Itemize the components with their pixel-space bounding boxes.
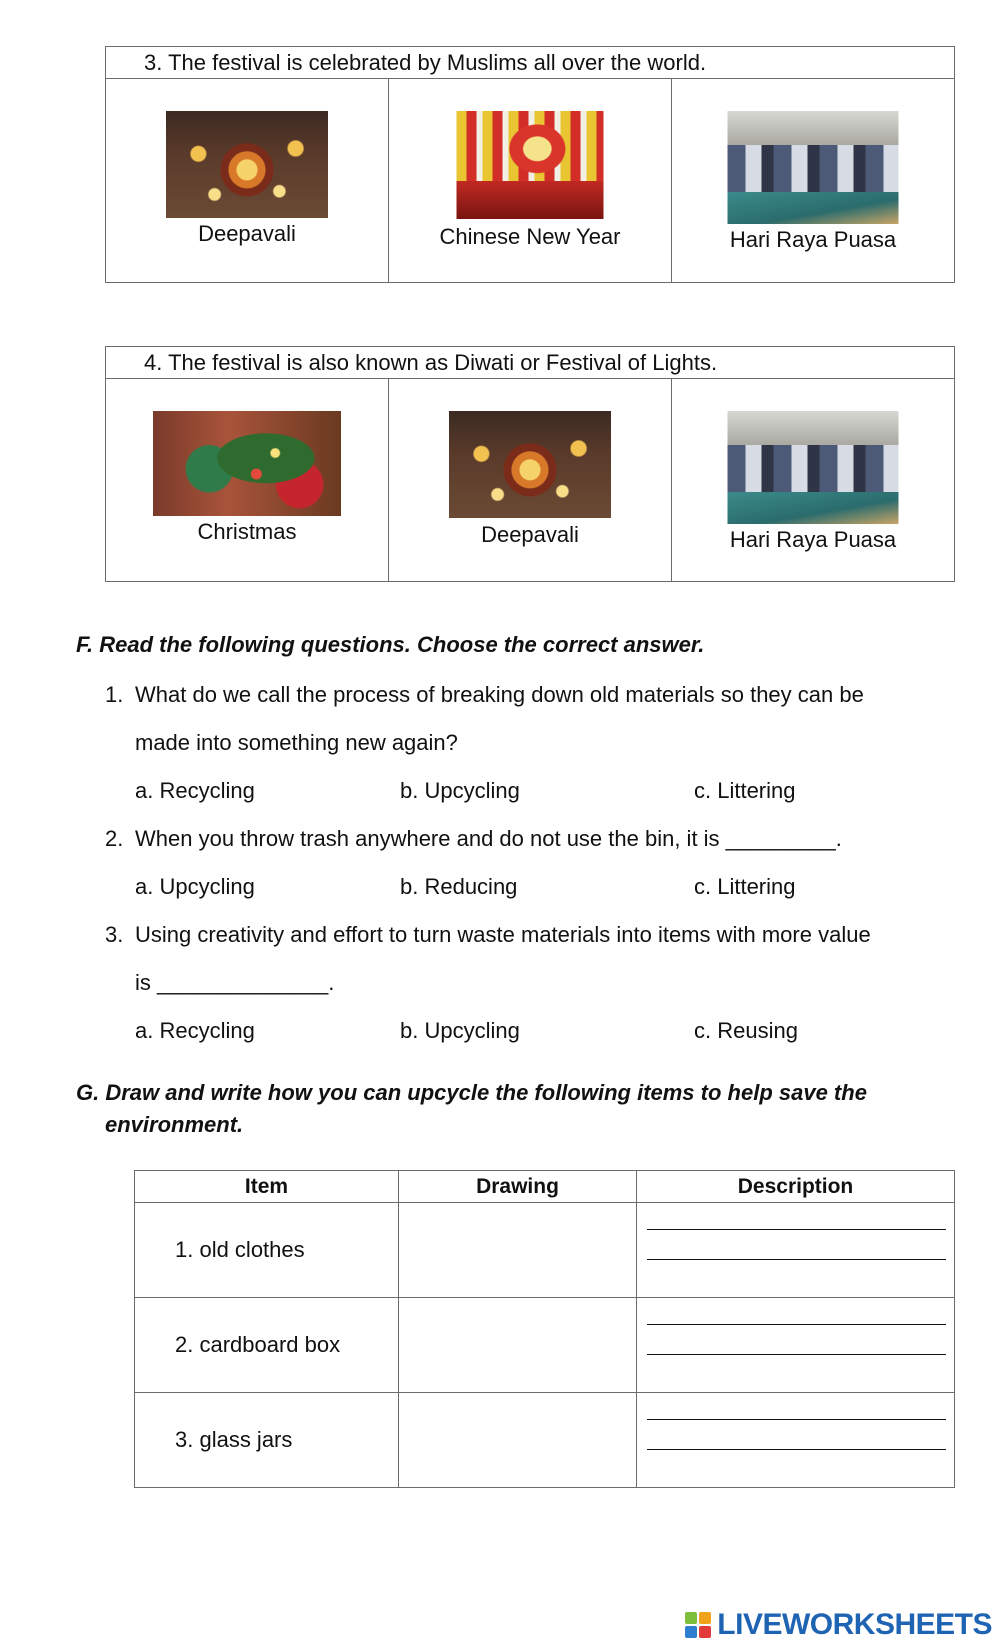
drawing-area[interactable] (399, 1203, 637, 1298)
f-question-3-line-1: Using creativity and effort to turn waste materials into items with more value (135, 922, 871, 947)
option-label: Hari Raya Puasa (729, 227, 897, 252)
f-question-1-option-c[interactable]: c. Littering (694, 778, 796, 803)
question-4-option-3[interactable] (672, 379, 954, 581)
question-3-option-2[interactable] (389, 79, 672, 282)
upcycle-table (134, 1170, 955, 1488)
header-item: Item (135, 1171, 399, 1203)
f-question-2-option-c[interactable]: c. Littering (694, 874, 796, 899)
f-question-3-line-2: is ______________. (135, 970, 335, 995)
f-question-1-option-b[interactable]: b. Upcycling (400, 778, 520, 803)
question-4-option-2[interactable] (389, 379, 672, 581)
f-question-3-option-c[interactable]: c. Reusing (694, 1018, 798, 1043)
section-g-title-line-2: environment. (105, 1112, 244, 1137)
answer-line[interactable] (647, 1324, 946, 1325)
section-g-title-line-1: G. Draw and write how you can upcycle the following items to help save the (76, 1080, 867, 1105)
liveworksheets-logo (685, 1609, 992, 1641)
option-label: Chinese New Year (439, 224, 621, 249)
description-lines[interactable] (637, 1203, 955, 1298)
description-lines[interactable] (637, 1393, 955, 1488)
f-question-2-line-1: When you throw trash anywhere and do not use the bin, it is _________. (135, 826, 842, 851)
f-question-1-line-2: made into something new again? (135, 730, 458, 755)
f-question-1-line-1: What do we call the process of breaking down old materials so they can be (135, 682, 864, 707)
f-question-1-option-a[interactable]: a. Recycling (135, 778, 255, 803)
header-description: Description (637, 1171, 955, 1203)
f-question-3-option-b[interactable]: b. Upcycling (400, 1018, 520, 1043)
option-label: Deepavali (481, 522, 579, 547)
deepavali-photo-icon (449, 411, 611, 518)
option-label: Christmas (197, 519, 297, 544)
item-cell: 2. cardboard box (135, 1298, 399, 1393)
answer-line[interactable] (647, 1354, 946, 1355)
dragon-dance-photo-icon (457, 111, 604, 219)
item-cell: 3. glass jars (135, 1393, 399, 1488)
deepavali-photo-icon (166, 111, 328, 218)
prayer-photo-icon (728, 411, 899, 524)
question-3-option-3[interactable] (672, 79, 954, 282)
answer-line[interactable] (647, 1259, 946, 1260)
question-4-text: 4. The festival is also known as Diwati or Festival of Lights. (106, 347, 954, 379)
question-3-text: 3. The festival is celebrated by Muslims all over the world. (106, 47, 954, 79)
f-question-3-option-a[interactable]: a. Recycling (135, 1018, 255, 1043)
question-3-table (105, 46, 955, 283)
answer-line[interactable] (647, 1229, 946, 1230)
table-row (135, 1203, 955, 1298)
christmas-photo-icon (153, 411, 341, 516)
prayer-photo-icon (728, 111, 899, 224)
f-question-2-option-a[interactable]: a. Upcycling (135, 874, 255, 899)
description-lines[interactable] (637, 1298, 955, 1393)
logo-mark-icon (685, 1612, 711, 1638)
option-label: Hari Raya Puasa (729, 527, 897, 552)
f-question-3-number: 3. (105, 922, 124, 947)
section-f-title: F. Read the following questions. Choose the correct answer. (76, 632, 705, 657)
question-4-table (105, 346, 955, 582)
question-4-option-1[interactable] (106, 379, 389, 581)
header-drawing: Drawing (399, 1171, 637, 1203)
answer-line[interactable] (647, 1419, 946, 1420)
question-3-option-1[interactable] (106, 79, 389, 282)
f-question-2-option-b[interactable]: b. Reducing (400, 874, 518, 899)
f-question-2-number: 2. (105, 826, 124, 851)
item-cell: 1. old clothes (135, 1203, 399, 1298)
answer-line[interactable] (647, 1449, 946, 1450)
option-label: Deepavali (198, 221, 296, 246)
f-question-1-number: 1. (105, 682, 124, 707)
table-row (135, 1393, 955, 1488)
drawing-area[interactable] (399, 1393, 637, 1488)
drawing-area[interactable] (399, 1298, 637, 1393)
logo-text: LIVEWORKSHEETS (717, 1608, 992, 1641)
table-row (135, 1298, 955, 1393)
